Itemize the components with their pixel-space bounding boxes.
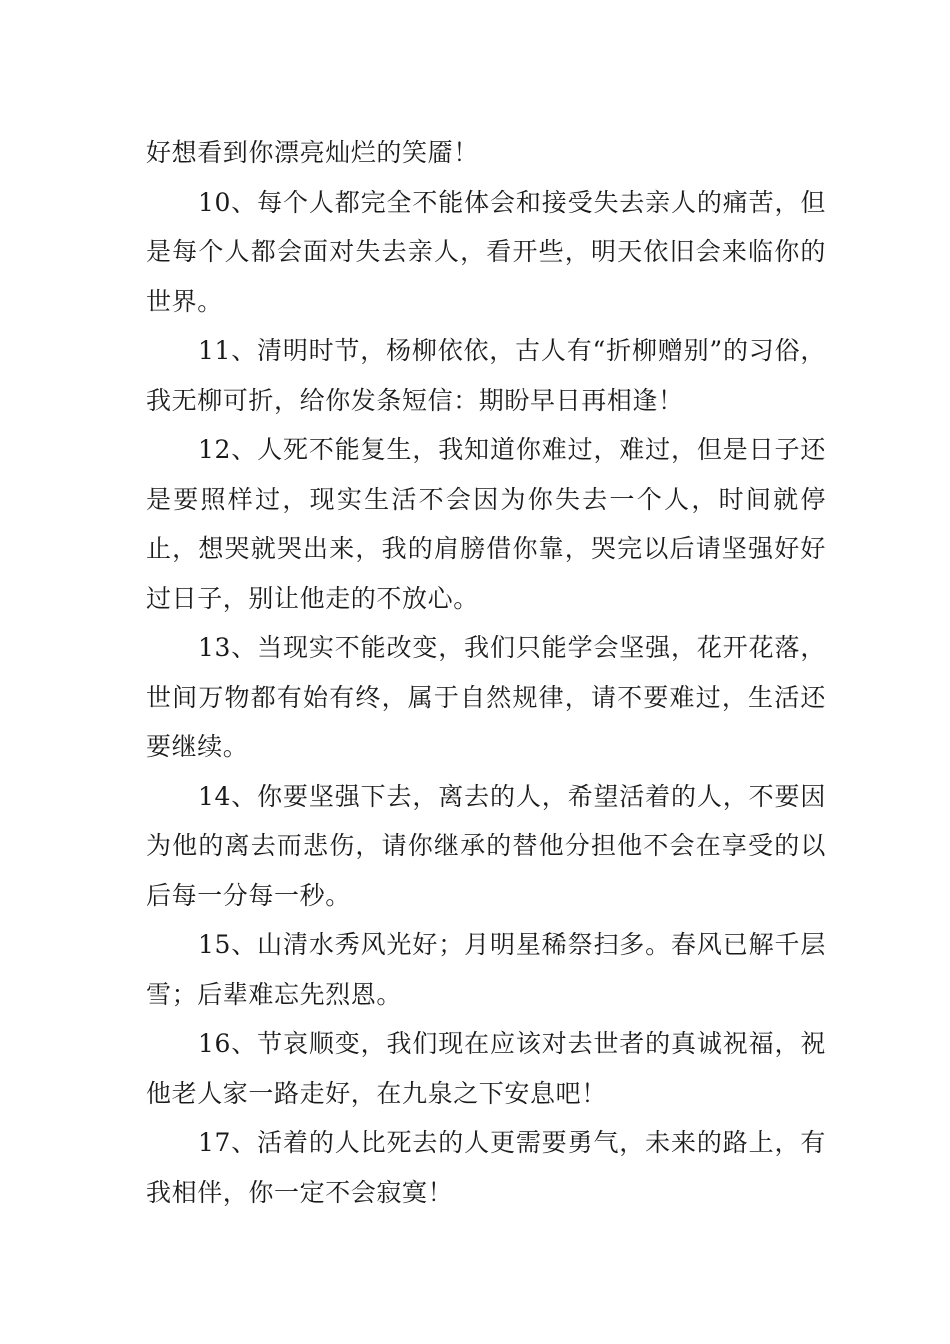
paragraph-item-14: 14、你要坚强下去，离去的人，希望活着的人，不要因为他的离去而悲伤，请你继承的替他分担他不会在享受的以后每一分每一秒。 [146, 781, 826, 910]
document-body [146, 128, 826, 1217]
paragraph-item-15: 15、山清水秀风光好；月明星稀祭扫多。春风已解千层雪；后辈难忘先烈恩。 [146, 930, 826, 1009]
paragraph-continuation: 好想看到你漂亮灿烂的笑靥！ [146, 138, 479, 167]
paragraph-item-16: 16、节哀顺变，我们现在应该对去世者的真诚祝福，祝他老人家一路走好，在九泉之下安息吧！ [146, 1029, 826, 1108]
paragraph-item-11: 11、清明时节，杨柳依依，古人有“折柳赠别”的习俗，我无柳可折，给你发条短信：期盼早日再相逢！ [146, 336, 826, 415]
paragraph-item-12: 12、人死不能复生，我知道你难过，难过，但是日子还是要照样过，现实生活不会因为你失去一个人，时间就停止，想哭就哭出来，我的肩膀借你靠，哭完以后请坚强好好过日子，别让他走的不放心。 [146, 435, 826, 613]
paragraph-item-10: 10、每个人都完全不能体会和接受失去亲人的痛苦，但是每个人都会面对失去亲人，看开些，明天依旧会来临你的世界。 [146, 187, 826, 316]
paragraph-item-13: 13、当现实不能改变，我们只能学会坚强，花开花落，世间万物都有始有终，属于自然规律，请不要难过，生活还要继续。 [146, 633, 826, 761]
paragraph-item-17: 17、活着的人比死去的人更需要勇气，未来的路上，有我相伴，你一定不会寂寞！ [146, 1128, 826, 1207]
